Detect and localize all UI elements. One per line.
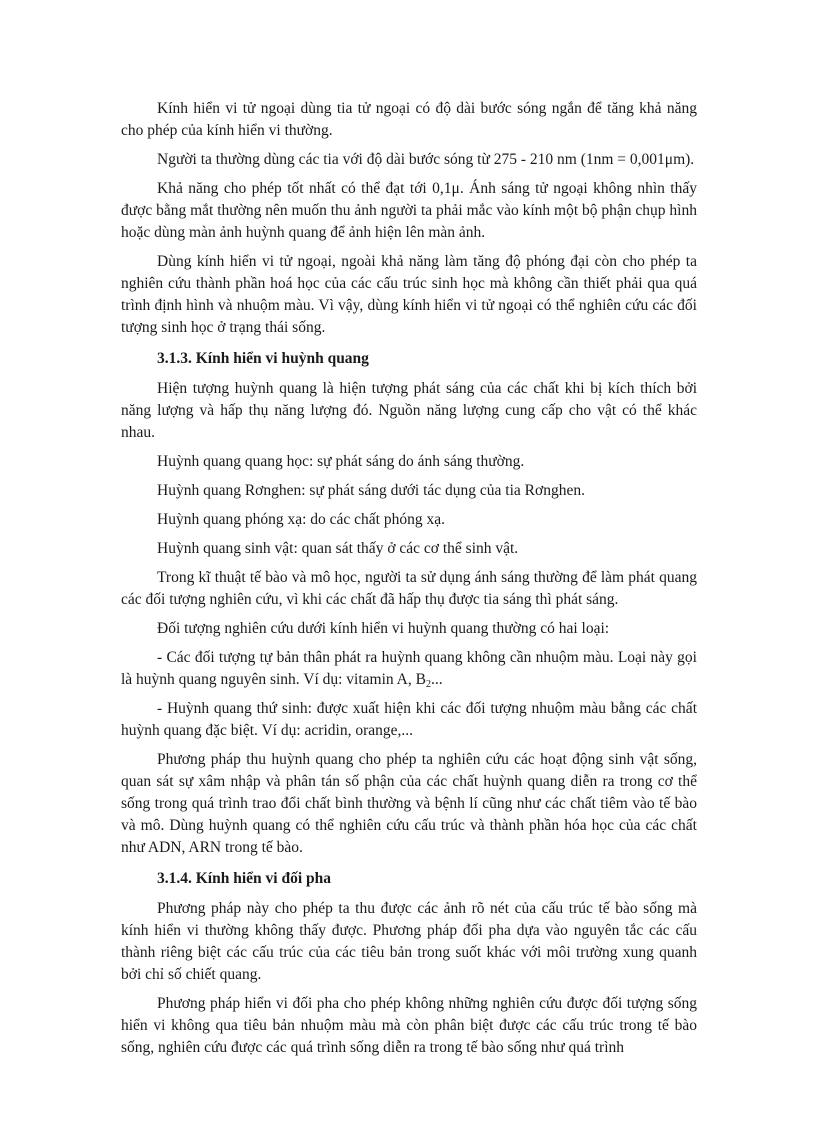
paragraph-fluorescence-radioactive: Huỳnh quang phóng xạ: do các chất phóng xạ. <box>157 511 445 528</box>
paragraph-fluorescence-method: Phương pháp thu huỳnh quang cho phép ta nghiên cứu các hoạt động sinh vật sống, quan sát sự xâm nhập và phân tán số phận của các chất huỳnh quang diễn ra trong cơ thể sống trong quá trình trao đổi chất bình thường và bệnh lí cũng như các chất tiêm vào tế bào và mô. Dùng huỳnh quang có thể nghiên cứu cấu trúc và thành phần hóa học của các chất như ADN, ARN trong tế bào. <box>121 751 697 856</box>
paragraph-uv-wavelength: Người ta thường dùng các tia với độ dài bước sóng từ 275 - 210 nm (1nm = 0,001μm). <box>157 151 695 168</box>
paragraph-uv-usage: Dùng kính hiển vi tử ngoại, ngoài khả năng làm tăng độ phóng đại còn cho phép ta nghiên cứu thành phần hoá học của các cấu trúc sinh học mà không cần thiết phải qua quá trình định hình và nhuộm màu. Vì vậy, dùng kính hiển vi tử ngoại có thể nghiên cứu các đối tượng sinh học ở trạng thái sống. <box>121 253 697 336</box>
primary-fluorescence-text: - Các đối tượng tự bản thân phát ra huỳnh quang không cần nhuộm màu. Loại này gọi là huỳnh quang nguyên sinh. Ví dụ: vitamin A, B <box>121 649 697 688</box>
section-heading-phase-contrast: 3.1.4. Kính hiển vi đối pha <box>157 870 332 887</box>
paragraph-phase-contrast-usage: Phương pháp hiển vi đối pha cho phép không những nghiên cứu được đối tượng sống hiển vi không qua tiêu bản nhuộm màu mà còn phân biệt được các cấu trúc trong tế bào sống, nghiên cứu được các quá trình sống diễn ra trong tế bào sống như quá trình <box>121 995 697 1056</box>
vitamin-b-subscript: 2 <box>425 679 431 690</box>
paragraph-uv-resolution: Khả năng cho phép tốt nhất có thể đạt tới 0,1μ. Ánh sáng tử ngoại không nhìn thấy được bằng mắt thường nên muốn thu ảnh người ta phải mắc vào kính một bộ phận chụp hình hoặc dùng màn ảnh huỳnh quang để ảnh hiện lên màn ảnh. <box>121 180 697 241</box>
paragraph-fluorescence-primary <box>121 647 697 691</box>
primary-fluorescence-ellipsis: ... <box>430 671 443 688</box>
paragraph-fluorescence-biological: Huỳnh quang sinh vật: quan sát thấy ở các cơ thể sinh vật. <box>157 540 519 557</box>
paragraph-fluorescence-definition: Hiện tượng huỳnh quang là hiện tượng phát sáng của các chất khi bị kích thích bởi năng lượng và hấp thụ năng lượng đó. Nguồn năng lượng cung cấp cho vật có thể khác nhau. <box>121 380 697 441</box>
paragraph-fluorescence-technique: Trong kĩ thuật tế bào và mô học, người ta sử dụng ánh sáng thường để làm phát quang các đối tượng nghiên cứu, vì khi các chất đã hấp thụ được tia sáng thì phát sáng. <box>121 569 697 608</box>
paragraph-fluorescence-optical: Huỳnh quang quang học: sự phát sáng do ánh sáng thường. <box>157 453 525 470</box>
paragraph-fluorescence-secondary: - Huỳnh quang thứ sinh: được xuất hiện khi các đối tượng nhuộm màu bằng các chất huỳnh quang đặc biệt. Ví dụ: acridin, orange,... <box>121 700 697 739</box>
paragraph-fluorescence-types: Đối tượng nghiên cứu dưới kính hiển vi huỳnh quang thường có hai loại: <box>157 620 610 637</box>
paragraph-fluorescence-xray: Huỳnh quang Rơnghen: sự phát sáng dưới tác dụng của tia Rơnghen. <box>157 482 585 499</box>
paragraph-uv-intro: Kính hiển vi tử ngoại dùng tia tử ngoại có độ dài bước sóng ngắn để tăng khả năng cho phép của kính hiển vi thường. <box>121 100 697 139</box>
document-page <box>121 98 697 1066</box>
paragraph-phase-contrast-principle: Phương pháp này cho phép ta thu được các ảnh rõ nét của cấu trúc tế bào sống mà kính hiển vi thường không thấy được. Phương pháp đối pha dựa vào nguyên tắc các cấu thành riêng biệt các cấu trúc của các tiêu bản trong suốt khác với môi trường xung quanh bởi chỉ số chiết quang. <box>121 900 697 983</box>
section-heading-fluorescence: 3.1.3. Kính hiển vi huỳnh quang <box>157 350 369 367</box>
